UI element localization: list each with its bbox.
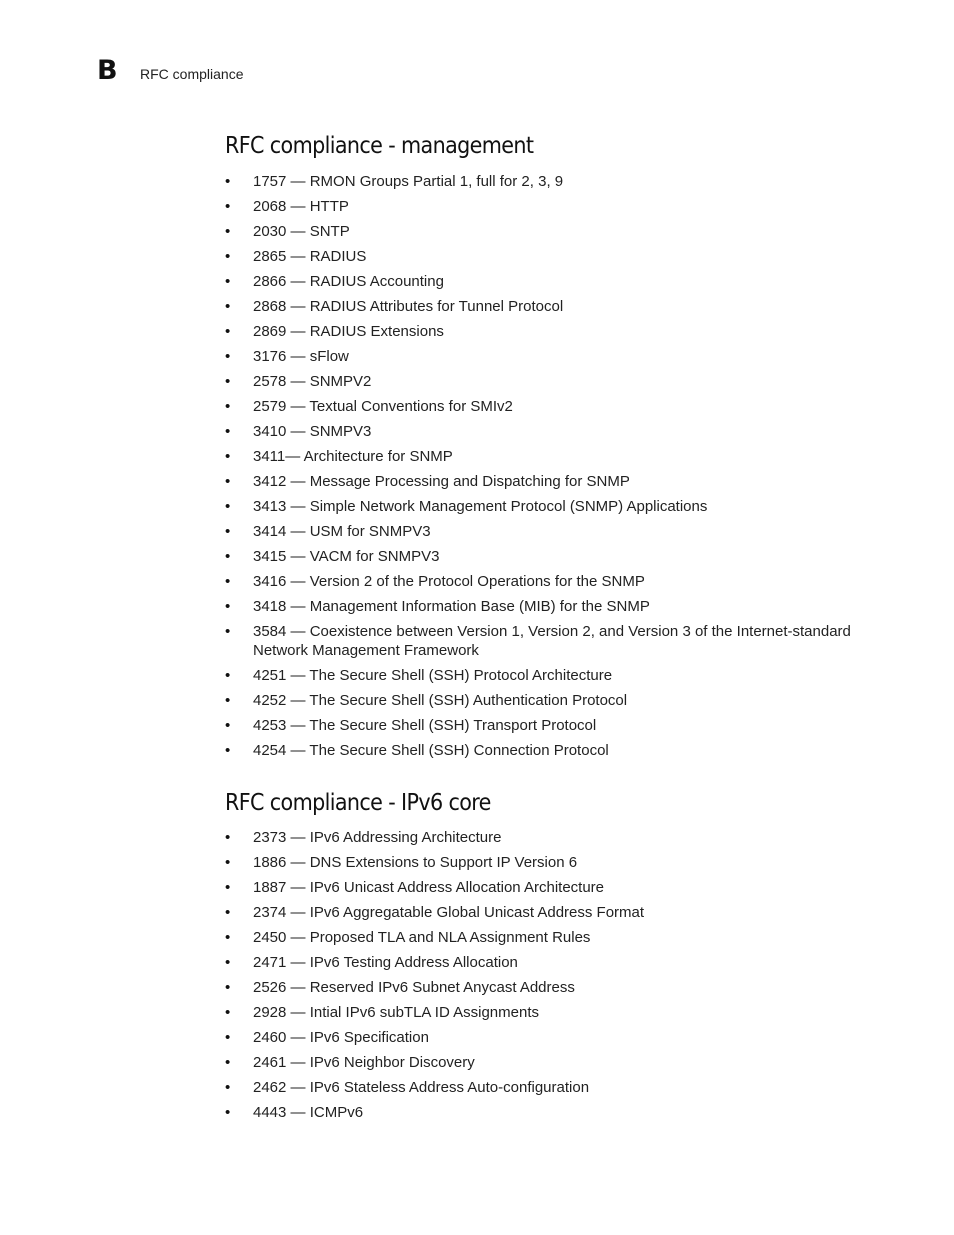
list-item: • 3411— Architecture for SNMP: [225, 447, 865, 466]
list-item: • 2374 — IPv6 Aggregatable Global Unicast Address Format: [225, 903, 865, 922]
list-item: • 3416 — Version 2 of the Protocol Operations for the SNMP: [225, 572, 865, 591]
list-item: • 2579 — Textual Conventions for SMIv2: [225, 397, 865, 416]
page-content: [225, 130, 865, 1128]
list-item: • 4251 — The Secure Shell (SSH) Protocol Architecture: [225, 666, 865, 685]
list-item: • 2869 — RADIUS Extensions: [225, 322, 865, 341]
list-item: • 2068 — HTTP: [225, 197, 865, 216]
list-item: • 3176 — sFlow: [225, 347, 865, 366]
list-item: • 1757 — RMON Groups Partial 1, full for 2, 3, 9: [225, 172, 865, 191]
list-item: • 3410 — SNMPV3: [225, 422, 865, 441]
list-item: • 3418 — Management Information Base (MIB) for the SNMP: [225, 597, 865, 616]
section-title-management: RFC compliance - management: [225, 133, 534, 159]
list-item: • 3413 — Simple Network Management Protocol (SNMP) Applications: [225, 497, 865, 516]
list-item: • 2578 — SNMPV2: [225, 372, 865, 391]
list-item: • 2461 — IPv6 Neighbor Discovery: [225, 1053, 865, 1072]
list-item: • 2868 — RADIUS Attributes for Tunnel Protocol: [225, 297, 865, 316]
list-item: • 2865 — RADIUS: [225, 247, 865, 266]
list-item: • 2030 — SNTP: [225, 222, 865, 241]
list-item: • 2462 — IPv6 Stateless Address Auto-configuration: [225, 1078, 865, 1097]
management-rfc-list: [225, 172, 865, 760]
list-item: • 3414 — USM for SNMPV3: [225, 522, 865, 541]
list-item: • 3415 — VACM for SNMPV3: [225, 547, 865, 566]
section-title-ipv6-core: RFC compliance - IPv6 core: [225, 790, 491, 816]
running-header-title: RFC compliance: [140, 66, 244, 82]
list-item: • 2928 — Intial IPv6 subTLA ID Assignments: [225, 1003, 865, 1022]
list-item: • 2373 — IPv6 Addressing Architecture: [225, 828, 865, 847]
list-item: • 4254 — The Secure Shell (SSH) Connection Protocol: [225, 741, 865, 760]
list-item: • 2450 — Proposed TLA and NLA Assignment Rules: [225, 928, 865, 947]
list-item: • 4253 — The Secure Shell (SSH) Transport Protocol: [225, 716, 865, 735]
list-item: • 3584 — Coexistence between Version 1, Version 2, and Version 3 of the Internet-standard Network Management Framework: [225, 622, 865, 660]
list-item: • 2471 — IPv6 Testing Address Allocation: [225, 953, 865, 972]
list-item: • 2526 — Reserved IPv6 Subnet Anycast Address: [225, 978, 865, 997]
list-item: • 3412 — Message Processing and Dispatching for SNMP: [225, 472, 865, 491]
list-item: • 2460 — IPv6 Specification: [225, 1028, 865, 1047]
list-item: • 1886 — DNS Extensions to Support IP Version 6: [225, 853, 865, 872]
list-item: • 1887 — IPv6 Unicast Address Allocation Architecture: [225, 878, 865, 897]
ipv6-core-rfc-list: [225, 828, 865, 1122]
appendix-letter: B: [97, 55, 118, 86]
list-item: • 4252 — The Secure Shell (SSH) Authentication Protocol: [225, 691, 865, 710]
list-item: • 2866 — RADIUS Accounting: [225, 272, 865, 291]
list-item: • 4443 — ICMPv6: [225, 1103, 865, 1122]
